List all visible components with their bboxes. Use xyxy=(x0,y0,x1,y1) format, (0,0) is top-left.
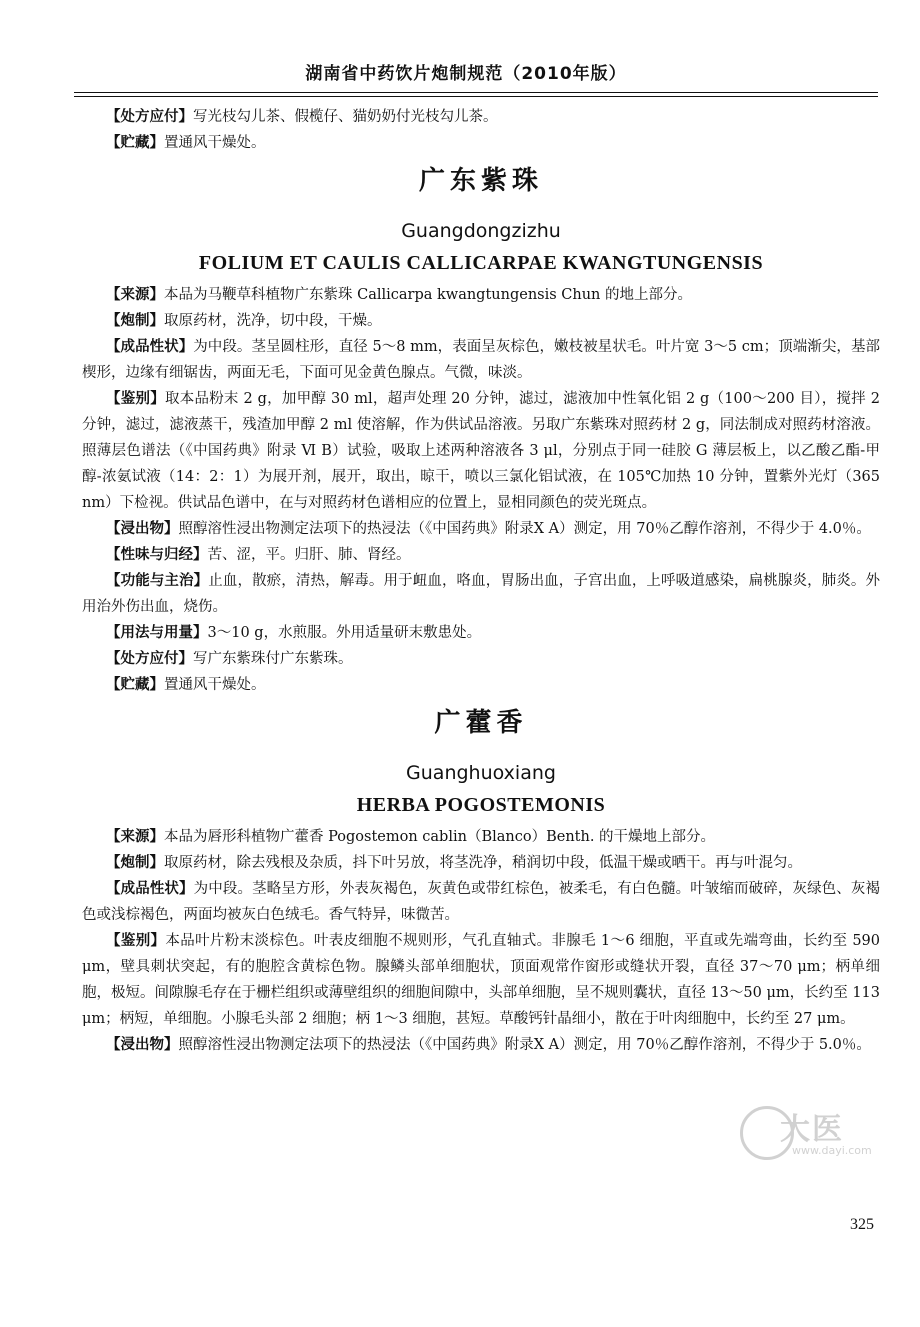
section-text: 取原药材，除去残根及杂质，抖下叶另放，将茎洗净，稍润切中段，低温干燥或晒干。再与叶混匀。 xyxy=(164,855,802,871)
section-description xyxy=(82,876,880,928)
monograph-pinyin: Guanghuoxiang xyxy=(406,762,556,784)
page-number: 325 xyxy=(850,1216,874,1233)
section-label: 【炮制】 xyxy=(106,313,164,329)
watermark-logo xyxy=(740,1098,900,1168)
section-label: 【性味与归经】 xyxy=(106,547,208,563)
section-text: 取本品粉末 2 g，加甲醇 30 ml，超声处理 20 分钟，滤过，滤液加中性氧化铝 2 g（100～200 目），搅拌 2 分钟，滤过，滤液蒸干，残渣加甲醇 2 ml 使溶解，作为供试品溶液。另取广东紫珠对照药材 2 g，同法制成对照药材溶液。照薄层色谱法（《中国药典》附录 Ⅵ B）试验，吸取上述两种溶液各 3 μl，分别点于同一硅胶 G 薄层板上，以乙酸乙酯-甲醇-浓氨试液（14：2：1）为展开剂，展开，取出，晾干，喷以三氯化铝试液，在 105℃加热 10 分钟，置紫外光灯（365 nm）下检视。供试品色谱中，在与对照药材色谱相应的位置上，显相同颜色的荧光斑点。 xyxy=(82,391,881,511)
monograph-guangdongzizhu xyxy=(82,164,880,698)
section-label: 【处方应付】 xyxy=(106,651,193,667)
monograph-guanghuoxiang xyxy=(82,706,880,1058)
section-description xyxy=(82,334,880,386)
section-text: 本品为唇形科植物广藿香 Pogostemon cablin（Blanco）Benth. 的干燥地上部分。 xyxy=(164,829,716,845)
section-label: 【浸出物】 xyxy=(106,521,179,537)
page-body xyxy=(82,104,880,1058)
section-label: 【成品性状】 xyxy=(106,881,194,897)
section-text: 苦、涩，平。归肝、肺、肾经。 xyxy=(207,547,411,563)
section-text: 置通风干燥处。 xyxy=(164,677,266,693)
section-text: 照醇溶性浸出物测定法项下的热浸法（《中国药典》附录Ⅹ A）测定，用 70％乙醇作溶剂，不得少于 5.0％。 xyxy=(178,1037,871,1053)
section-text: 3～10 g，水煎服。外用适量研末敷患处。 xyxy=(207,625,482,641)
section-label: 【浸出物】 xyxy=(106,1037,179,1053)
section-label: 【成品性状】 xyxy=(106,339,194,355)
header-rule-thin xyxy=(74,96,878,97)
section-nature-meridian xyxy=(82,542,880,568)
monograph-title: 广东紫珠 xyxy=(418,166,543,196)
section-source xyxy=(82,282,880,308)
section-text: 为中段。茎略呈方形，外表灰褐色，灰黄色或带红棕色，被柔毛，有白色髓。叶皱缩而破碎，灰绿色、灰褐色或浅棕褐色，两面均被灰白色绒毛。香气特异，味微苦。 xyxy=(82,881,881,923)
section-label: 【来源】 xyxy=(106,287,164,303)
section-extractives xyxy=(82,1032,880,1058)
section-label: 【贮藏】 xyxy=(106,677,164,693)
section-identification xyxy=(82,928,880,1032)
section-text: 写广东紫珠付广东紫珠。 xyxy=(193,651,353,667)
header-rule-thick xyxy=(74,92,878,93)
monograph-pinyin: Guangdongzizhu xyxy=(401,220,561,242)
section-text: 本品叶片粉末淡棕色。叶表皮细胞不规则形，气孔直轴式。非腺毛 1～6 细胞，平直或先端弯曲，长约至 590 μm，壁具刺状突起，有的胞腔含黄棕色物。腺鳞头部单细胞状，顶面观常作窗形或缝状开裂，直径 37～70 μm；柄单细胞，极短。间隙腺毛存在于栅栏组织或薄壁组织的细胞间隙中，头部单细胞，呈不规则囊状，直径 13～50 μm，长约至 113 μm；柄短，单细胞。小腺毛头部 2 细胞；柄 1～3 细胞，甚短。草酸钙针晶细小，散在于叶肉细胞中，长约至 27 μm。 xyxy=(82,933,880,1027)
section-label: 【来源】 xyxy=(106,829,164,845)
section-text: 止血，散瘀，清热，解毒。用于衄血，咯血，胃肠出血，子宫出血，上呼吸道感染，扁桃腺炎，肺炎。外用治外伤出血，烧伤。 xyxy=(82,573,881,615)
entry-storage xyxy=(82,130,880,156)
running-header: 湖南省中药饮片炮制规范（2010年版） xyxy=(305,64,627,84)
section-actions-indications xyxy=(82,568,880,620)
section-text: 本品为马鞭草科植物广东紫珠 Callicarpa kwangtungensis Chun 的地上部分。 xyxy=(164,287,693,303)
section-label: 【鉴别】 xyxy=(106,391,165,407)
section-text: 为中段。茎呈圆柱形，直径 5～8 mm，表面呈灰棕色，嫩枝被星状毛。叶片宽 3～5 cm；顶端渐尖，基部楔形，边缘有细锯齿，两面无毛，下面可见金黄色腺点。气微，味淡。 xyxy=(82,339,880,381)
section-processing xyxy=(82,308,880,334)
section-text: 照醇溶性浸出物测定法项下的热浸法（《中国药典》附录Ⅹ A）测定，用 70％乙醇作溶剂，不得少于 4.0％。 xyxy=(178,521,871,537)
monograph-latin-name: FOLIUM ET CAULIS CALLICARPAE KWANGTUNGENSIS xyxy=(198,252,764,274)
section-label: 【功能与主治】 xyxy=(106,573,209,589)
entry-text: 写光枝勾儿茶、假榄仔、猫奶奶付光枝勾儿茶。 xyxy=(193,109,498,125)
section-extractives xyxy=(82,516,880,542)
section-processing xyxy=(82,850,880,876)
section-label: 【鉴别】 xyxy=(106,933,166,949)
section-dosage xyxy=(82,620,880,646)
section-source xyxy=(82,824,880,850)
section-label: 【用法与用量】 xyxy=(106,625,208,641)
entry-label: 【贮藏】 xyxy=(106,135,164,151)
monograph-title: 广藿香 xyxy=(434,708,528,738)
monograph-latin-name: HERBA POGOSTEMONIS xyxy=(356,794,606,816)
entry-label: 【处方应付】 xyxy=(106,109,193,125)
section-storage xyxy=(82,672,880,698)
section-text: 取原药材，洗净，切中段，干燥。 xyxy=(164,313,382,329)
section-prescription xyxy=(82,646,880,672)
entry-prescription xyxy=(82,104,880,130)
watermark-url: www.dayi.com xyxy=(792,1144,872,1157)
section-identification xyxy=(82,386,880,516)
section-label: 【炮制】 xyxy=(106,855,164,871)
watermark-text: 大医 xyxy=(780,1112,844,1147)
entry-text: 置通风干燥处。 xyxy=(164,135,266,151)
